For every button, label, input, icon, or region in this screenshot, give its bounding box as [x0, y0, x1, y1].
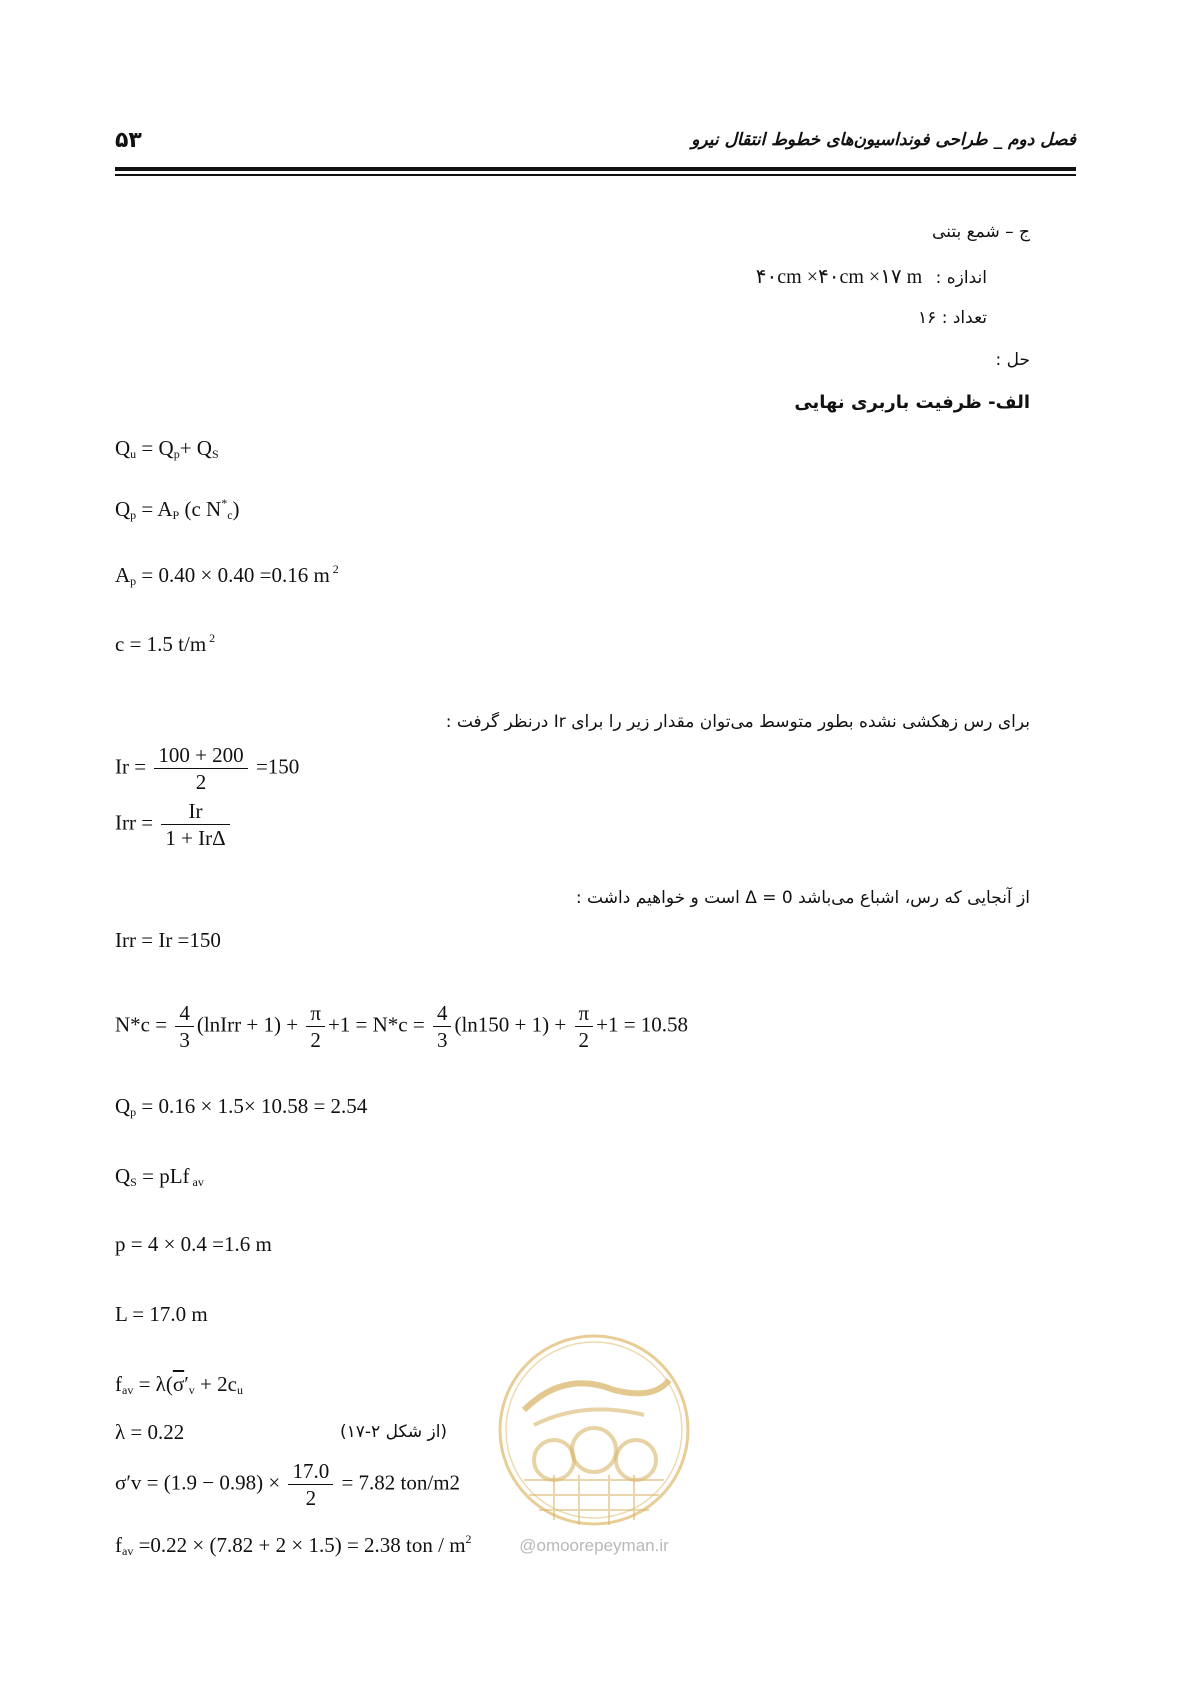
eq-c: c = 1.5 t/m $^2$ — [115, 631, 216, 656]
nc-frac-3 — [433, 1000, 452, 1053]
header-rule-thick — [115, 167, 1076, 171]
sigma-numerator: 17.0 — [288, 1458, 333, 1485]
nc-frac-2-num: π — [306, 1000, 325, 1027]
sigma-lhs: σ′v = (1.9 − 0.98) × — [115, 1470, 281, 1495]
eq-irr-value: Irr = Ir =150 — [115, 928, 221, 952]
delta-description: از آنجایی که رس، اشباع می‌باشد Δ = 0 است و خواهیم داشت : — [575, 888, 1030, 908]
nc-frac-4 — [575, 1000, 594, 1053]
ir-lhs: Ir = — [115, 754, 147, 779]
ir-description: برای رس زهکشی نشده بطور متوسط می‌توان مقدار زیر را برای Ir درنظر گرفت : — [445, 712, 1030, 732]
eq-qp-value: $Q_p = 0.16 \times 1.5\times 10.58 = 2.54$ — [115, 1094, 368, 1119]
watermark-site: @omoorepeyman.ir — [519, 1536, 669, 1555]
section-a-heading: الف- ظرفیت باربری نهایی — [794, 392, 1030, 413]
count-line: تعداد : ۱۶ — [918, 308, 987, 328]
eq-nc — [115, 1000, 688, 1053]
eq-fav-value: $f_{av} =0.22 \times (7.82 + 2 \times 1.5) = 2.38$ ton / $m^2$ — [115, 1532, 472, 1558]
nc-frac-4-num: π — [575, 1000, 594, 1027]
ir-denominator: 2 — [195, 770, 207, 794]
sigma-rhs: = 7.82 ton/m2 — [341, 1470, 461, 1495]
nc-mid-2: +1 = N*c = — [327, 1012, 425, 1037]
watermark-emblem-icon — [494, 1330, 694, 1530]
lambda-reference: (از شکل ۲-۱۷) — [340, 1422, 448, 1442]
eq-L: L = 17.0 m — [115, 1302, 208, 1326]
item-c-heading: ج – شمع بتنی — [932, 222, 1030, 242]
watermark-logo — [494, 1330, 694, 1560]
ir-numerator: 100 + 200 — [154, 742, 247, 769]
sigma-denominator: 2 — [305, 1486, 317, 1510]
eq-fav: $f_{av} = \lambda(\overline{\sigma}'_v + 2c_u$ — [115, 1372, 243, 1397]
nc-frac-1-den: 3 — [179, 1028, 190, 1052]
irr-fraction — [161, 798, 229, 851]
nc-frac-3-num: 4 — [433, 1000, 452, 1027]
size-line — [756, 264, 987, 289]
page-number: ۵۳ — [115, 128, 142, 153]
irr-numerator: Ir — [161, 798, 229, 825]
solution-label: حل : — [995, 350, 1030, 370]
nc-frac-4-den: 2 — [578, 1028, 590, 1052]
nc-frac-1-num: 4 — [175, 1000, 194, 1027]
ir-fraction — [154, 742, 247, 795]
size-label: اندازه : — [935, 268, 987, 288]
nc-lhs: N*c = — [115, 1012, 168, 1037]
eq-ir — [115, 742, 299, 795]
eq-irr — [115, 798, 233, 851]
size-value: ۴۰cm ×۴۰cm ×۱۷ m — [755, 266, 923, 288]
eq-lambda: λ = 0.22 — [115, 1420, 185, 1444]
eq-qp: $Q_p = A_P$ (c $N^*_c$) — [115, 496, 240, 522]
header-rule-thin — [115, 174, 1076, 176]
sigma-fraction — [288, 1458, 333, 1511]
nc-frac-2-den: 2 — [310, 1028, 321, 1052]
eq-qs: $Q_S$ = pLf $_{av}$ — [115, 1164, 204, 1189]
ir-rhs: =150 — [255, 754, 300, 779]
irr-denominator: 1 + IrΔ — [165, 826, 226, 850]
nc-mid-3: (ln150 + 1) + — [454, 1012, 567, 1037]
irr-lhs: Irr = — [115, 810, 154, 835]
chapter-title: فصل دوم _ طراحی فونداسیون‌های خطوط انتقال نیرو — [691, 130, 1076, 150]
nc-mid-1: (lnIrr + 1) + — [196, 1012, 299, 1037]
nc-frac-1 — [175, 1000, 194, 1053]
nc-end: +1 = 10.58 — [596, 1012, 689, 1037]
eq-p: p = 4 × 0.4 =1.6 m — [115, 1232, 272, 1256]
at-icon: @ — [519, 1536, 537, 1555]
eq-ap: $A_p = 0.40 \times 0.40 =0.16$ m $^2$ — [115, 562, 339, 588]
nc-frac-3-den: 3 — [436, 1028, 448, 1052]
eq-sigma — [115, 1458, 460, 1511]
nc-frac-2 — [306, 1000, 325, 1053]
eq-qu: $Q_u = Q_p+ Q_S$ — [115, 436, 219, 461]
